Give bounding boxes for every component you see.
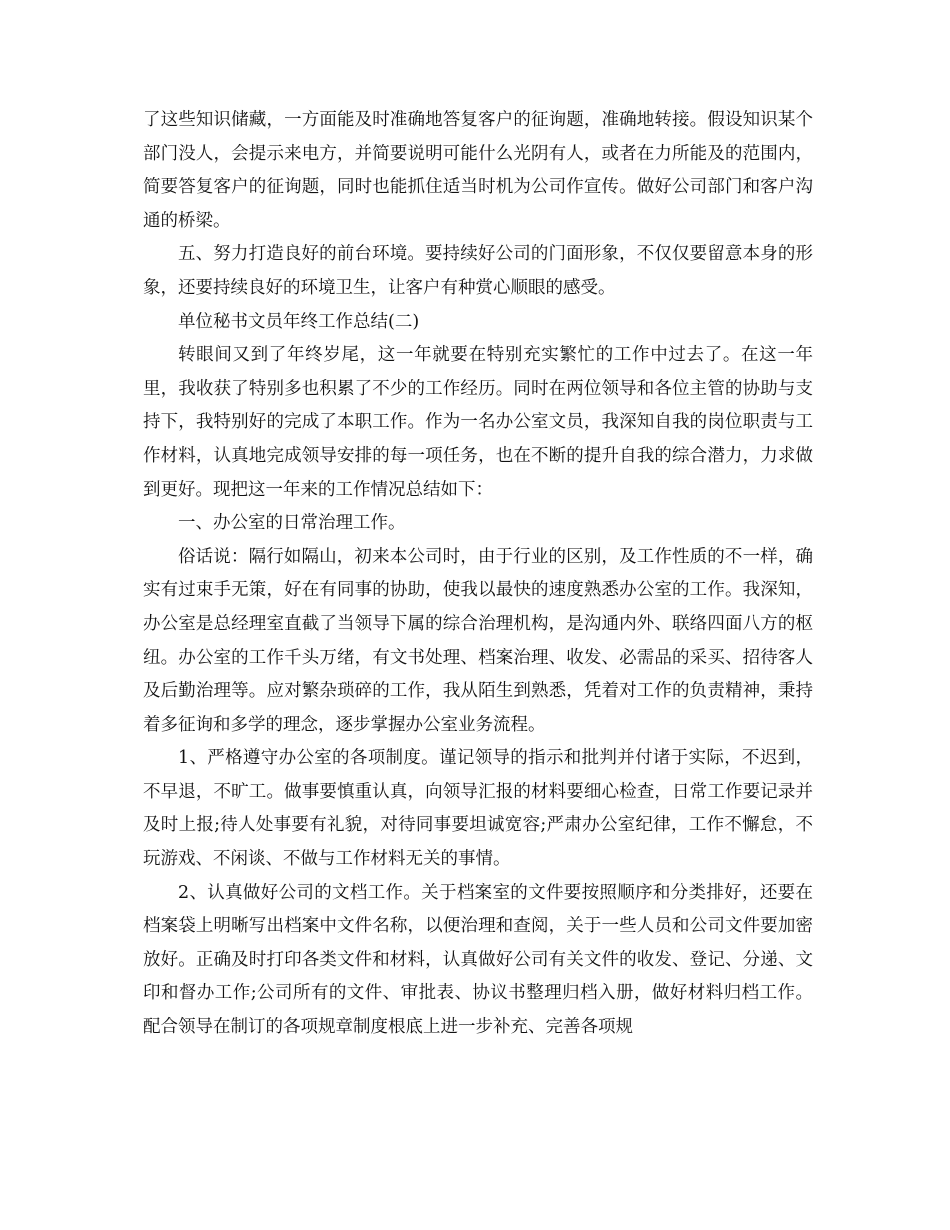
paragraph-6: 俗话说：隔行如隔山，初来本公司时，由于行业的区别，及工作性质的不一样，确实有过束手无策，好在有同事的协助，使我以最快的速度熟悉办公室的工作。我深知，办公室是总经理室直截了当领导下属的综合治理机构，是沟通内外、联络四面八方的枢纽。办公室的工作千头万绪，有文书处理、档案治理、收发、必需品的采买、招待客人及后勤治理等。应对繁杂琐碎的工作，我从陌生到熟悉，凭着对工作的负责精神，秉持着多征询和多学的理念，逐步掌握办公室业务流程。: [143, 546, 813, 735]
paragraph-7: 1、严格遵守办公室的各项制度。谨记领导的指示和批判并付诸于实际，不迟到，不早退，不旷工。做事要慎重认真，向领导汇报的材料要细心检查，日常工作要记录并及时上报;待人处事要有礼貌，对待同事要坦诚宽容;严肃办公室纪律，工作不懈怠，不玩游戏、不闲谈、不做与工作材料无关的事情。: [143, 748, 813, 870]
paragraph-4: 转眼间又到了年终岁尾，这一年就要在特别充实繁忙的工作中过去了。在这一年里，我收获了特别多也积累了不少的工作经历。同时在两位领导和各位主管的协助与支持下，我特别好的完成了本职工作。作为一名办公室文员，我深知自我的岗位职责与工作材料，认真地完成领导安排的每一项任务，也在不断的提升自我的综合潜力，力求做到更好。现把这一年来的工作情况总结如下：: [143, 345, 813, 500]
subsection-heading: 一、办公室的日常治理工作。: [178, 513, 406, 534]
document-body: [143, 104, 813, 1045]
paragraph-1: 了这些知识储藏，一方面能及时准确地答复客户的征询题，准确地转接。假设知识某个部门没人，会提示来电方，并简要说明可能什么光阴有人，或者在力所能及的范围内，简要答复客户的征询题，同时也能抓住适当时机为公司作宣传。做好公司部门和客户沟通的桥梁。: [143, 110, 813, 231]
paragraph-2: 五、努力打造良好的前台环境。要持续好公司的门面形象，不仅仅要留意本身的形象，还要持续良好的环境卫生，让客户有种赏心顺眼的感受。: [143, 244, 813, 298]
paragraph-8: 2、认真做好公司的文档工作。关于档案室的文件要按照顺序和分类排好，还要在档案袋上明晰写出档案中文件名称，以便治理和查阅，关于一些人员和公司文件要加密放好。正确及时打印各类文件和材料，认真做好公司有关文件的收发、登记、分递、文印和督办工作;公司所有的文件、审批表、协议书整理归档入册，做好材料归档工作。配合领导在制订的各项规章制度根底上进一步补充、完善各项规: [143, 882, 813, 1038]
section-heading: 单位秘书文员年终工作总结(二): [178, 311, 420, 332]
